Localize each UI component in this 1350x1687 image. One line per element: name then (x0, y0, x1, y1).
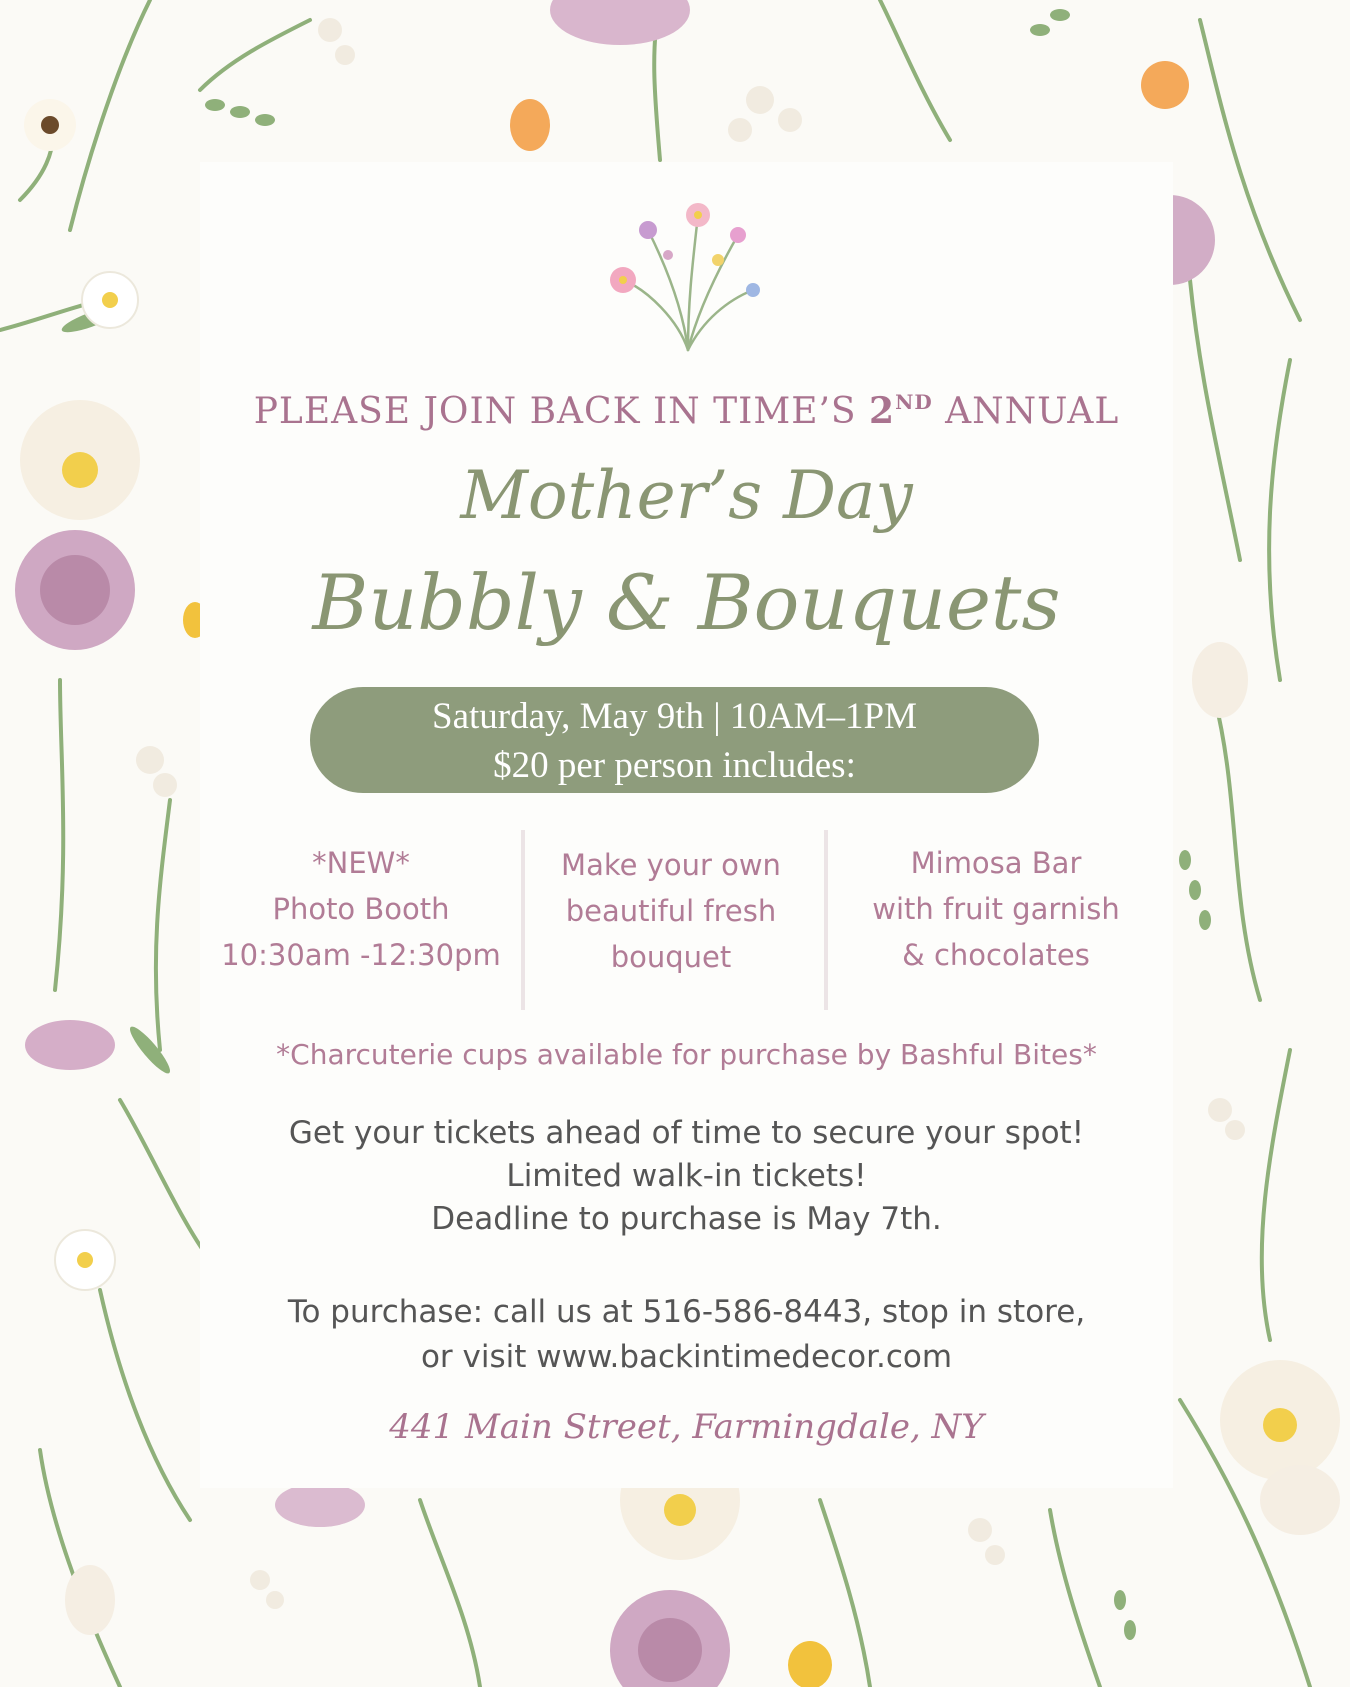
column-divider (824, 830, 828, 1010)
feature-line: 10:30am -12:30pm (221, 938, 501, 972)
wildflower-bouquet-icon (588, 190, 788, 360)
purchase-info (200, 1290, 1173, 1380)
feature-line: bouquet (610, 940, 732, 974)
features-row (216, 830, 1156, 1010)
feature-line: *NEW* (312, 846, 410, 880)
ticket-line: Get your tickets ahead of time to secure your spot! (288, 1115, 1085, 1151)
ticket-line: Deadline to purchase is May 7th. (431, 1201, 942, 1237)
feature-line: Make your own (561, 848, 781, 882)
feature-line: beautiful fresh (565, 894, 777, 928)
feature-line: Photo Booth (272, 892, 450, 926)
event-details-banner (310, 687, 1039, 793)
feature-bouquet (521, 842, 821, 980)
purchase-line: or visit www.backintimedecor.com (420, 1339, 953, 1375)
ordinal-suffix: ND (895, 390, 933, 414)
event-price: $20 per person includes: (493, 745, 856, 786)
event-date-time: Saturday, May 9th | 10AM–1PM (432, 696, 917, 737)
invite-suffix: ANNUAL (932, 391, 1120, 432)
feature-photo-booth (216, 840, 506, 978)
invite-heading (200, 390, 1173, 432)
invitation-card (200, 162, 1173, 1488)
purchase-line: To purchase: call us at 516-586-8443, stop in store, (287, 1294, 1086, 1330)
feature-line: & chocolates (902, 938, 1090, 972)
feature-line: with fruit garnish (872, 892, 1120, 926)
event-title-line2: Bubbly & Bouquets (312, 558, 1061, 647)
ticket-line: Limited walk-in tickets! (506, 1158, 867, 1194)
event-title-line1: Mother’s Day (460, 457, 913, 534)
feature-line: Mimosa Bar (910, 846, 1082, 880)
charcuterie-note: *Charcuterie cups available for purchase by Bashful Bites* (276, 1038, 1097, 1071)
store-address: 441 Main Street, Farmingdale, NY (389, 1407, 984, 1447)
ticket-info (200, 1112, 1173, 1241)
feature-mimosa-bar (836, 840, 1156, 978)
ordinal-number: 2 (869, 390, 896, 432)
invite-prefix: PLEASE JOIN BACK IN TIME’S (253, 391, 870, 432)
